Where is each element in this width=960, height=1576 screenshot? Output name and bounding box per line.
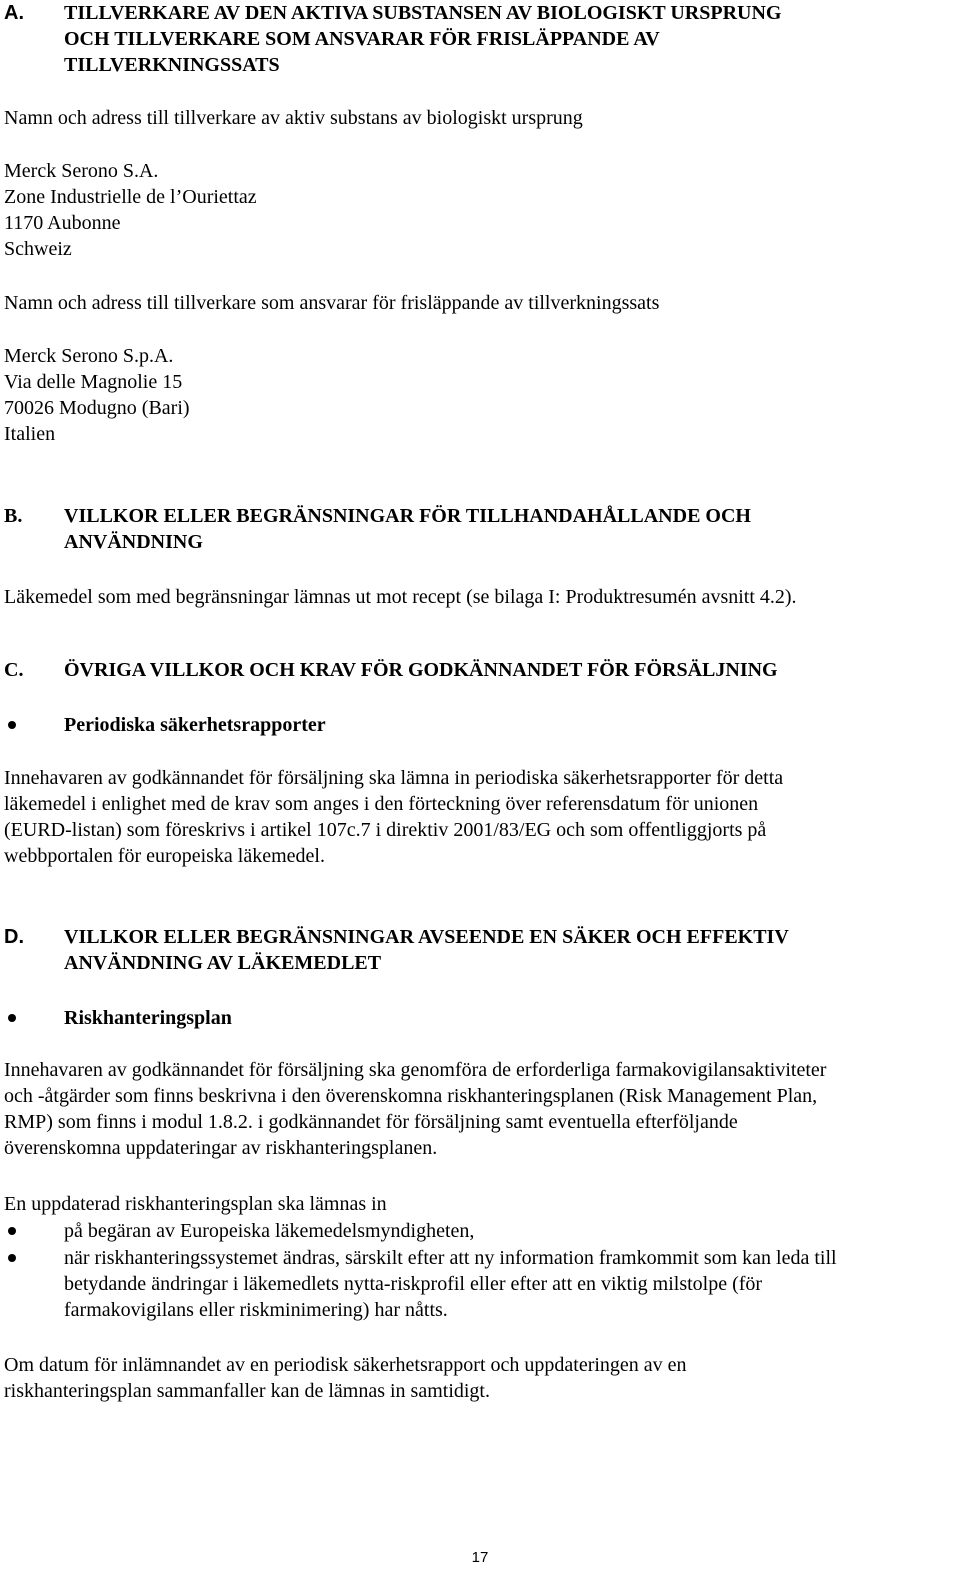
section-c-body xyxy=(4,765,783,869)
closing-paragraph xyxy=(4,1352,687,1404)
section-b-body: Läkemedel som med begränsningar lämnas ut mot recept (se bilaga I: Produktresumén avsnitt 4.2). xyxy=(4,586,797,608)
section-d-body xyxy=(4,1057,826,1161)
body-line: Innehavaren av godkännandet för försäljning ska lämna in periodiska säkerhetsrapporter för detta xyxy=(4,767,784,789)
bullet-icon xyxy=(8,1227,16,1235)
list-item-line: betydande ändringar i läkemedlets nytta-riskprofil eller efter att en viktig milstolpe (för xyxy=(64,1273,763,1295)
body-line: överenskomna uppdateringar av riskhanteringsplanen. xyxy=(4,1137,438,1159)
section-a-letter: A. xyxy=(4,2,24,24)
section-c-heading xyxy=(4,657,944,683)
address-line: Merck Serono S.p.A. xyxy=(4,345,174,367)
section-b-heading xyxy=(4,503,944,555)
section-c-title-line: ÖVRIGA VILLKOR OCH KRAV FÖR GODKÄNNANDET FÖR FÖRSÄLJNING xyxy=(64,659,778,681)
address-line: Via delle Magnolie 15 xyxy=(4,371,183,393)
address-line: Italien xyxy=(4,423,56,445)
body-line: Om datum för inlämnandet av en periodisk säkerhetsrapport och uppdateringen av en xyxy=(4,1354,687,1376)
section-b-letter: B. xyxy=(4,505,23,527)
section-a-title xyxy=(64,0,781,78)
section-d-title xyxy=(64,924,789,976)
manufacturer-batch-release-address xyxy=(4,343,190,447)
body-line: webbportalen för europeiska läkemedel. xyxy=(4,845,325,867)
section-c-letter: C. xyxy=(4,659,24,681)
manufacturer-batch-release-subheading: Namn och adress till tillverkare som ansvarar för frisläppande av tillverkningssats xyxy=(4,292,660,314)
section-d-title-line: ANVÄNDNING AV LÄKEMEDLET xyxy=(64,952,382,974)
manufacturer-biological-address xyxy=(4,158,257,262)
section-b-title-line: VILLKOR ELLER BEGRÄNSNINGAR FÖR TILLHANDAHÅLLANDE OCH xyxy=(64,505,751,527)
section-b-title xyxy=(64,503,751,555)
psur-bullet-heading: Periodiska säkerhetsrapporter xyxy=(64,714,326,736)
manufacturer-biological-subheading: Namn och adress till tillverkare av aktiv substans av biologiskt ursprung xyxy=(4,107,583,129)
list-item xyxy=(4,1245,944,1323)
body-line: och -åtgärder som finns beskrivna i den överenskomna riskhanteringsplanen (Risk Management Plan, xyxy=(4,1085,818,1107)
list-item-line: på begäran av Europeiska läkemedelsmyndigheten, xyxy=(64,1220,475,1242)
address-line: Schweiz xyxy=(4,238,72,260)
section-a-title-line: TILLVERKARE AV DEN AKTIVA SUBSTANSEN AV BIOLOGISKT URSPRUNG xyxy=(64,2,782,24)
address-line: Merck Serono S.A. xyxy=(4,160,159,182)
section-a-title-line: TILLVERKNINGSSATS xyxy=(64,54,280,76)
section-d-heading xyxy=(4,924,944,976)
address-line: 70026 Modugno (Bari) xyxy=(4,397,190,419)
section-a-title-line: OCH TILLVERKARE SOM ANSVARAR FÖR FRISLÄPPANDE AV xyxy=(64,28,660,50)
rmp-bullet-heading: Riskhanteringsplan xyxy=(64,1007,232,1029)
bullet-icon xyxy=(8,1254,16,1262)
rmp-list-intro: En uppdaterad riskhanteringsplan ska lämnas in xyxy=(4,1193,387,1215)
list-item xyxy=(4,1218,944,1244)
list-item-line: när riskhanteringssystemet ändras, särskilt efter att ny information framkommit som kan leda till xyxy=(64,1247,837,1269)
address-line: Zone Industrielle de l’Ouriettaz xyxy=(4,186,257,208)
body-line: riskhanteringsplan sammanfaller kan de lämnas in samtidigt. xyxy=(4,1380,490,1402)
body-line: RMP) som finns i modul 1.8.2. i godkännandet för försäljning samt eventuella efterföljande xyxy=(4,1111,738,1133)
page-number: 17 xyxy=(471,1549,489,1566)
list-item-line: farmakovigilans eller riskminimering) har nåtts. xyxy=(64,1299,448,1321)
psur-bullet xyxy=(4,712,944,738)
body-line: läkemedel i enlighet med de krav som anges i den förteckning över referensdatum för unionen xyxy=(4,793,759,815)
address-line: 1170 Aubonne xyxy=(4,212,121,234)
bullet-icon xyxy=(8,721,16,729)
body-line: (EURD-listan) som föreskrivs i artikel 107c.7 i direktiv 2001/83/EG och som offentliggjorts på xyxy=(4,819,767,841)
rmp-bullet xyxy=(4,1005,944,1031)
section-d-letter: D. xyxy=(4,926,24,948)
section-a-heading xyxy=(4,0,944,78)
body-line: Innehavaren av godkännandet för försäljning ska genomföra de erforderliga farmakovigilansaktiviteter xyxy=(4,1059,827,1081)
section-c-title xyxy=(64,657,778,683)
section-d-title-line: VILLKOR ELLER BEGRÄNSNINGAR AVSEENDE EN SÄKER OCH EFFEKTIV xyxy=(64,926,789,948)
list-item-text xyxy=(64,1218,474,1244)
section-b-title-line: ANVÄNDNING xyxy=(64,531,203,553)
bullet-icon xyxy=(8,1014,16,1022)
list-item-text xyxy=(64,1245,837,1323)
